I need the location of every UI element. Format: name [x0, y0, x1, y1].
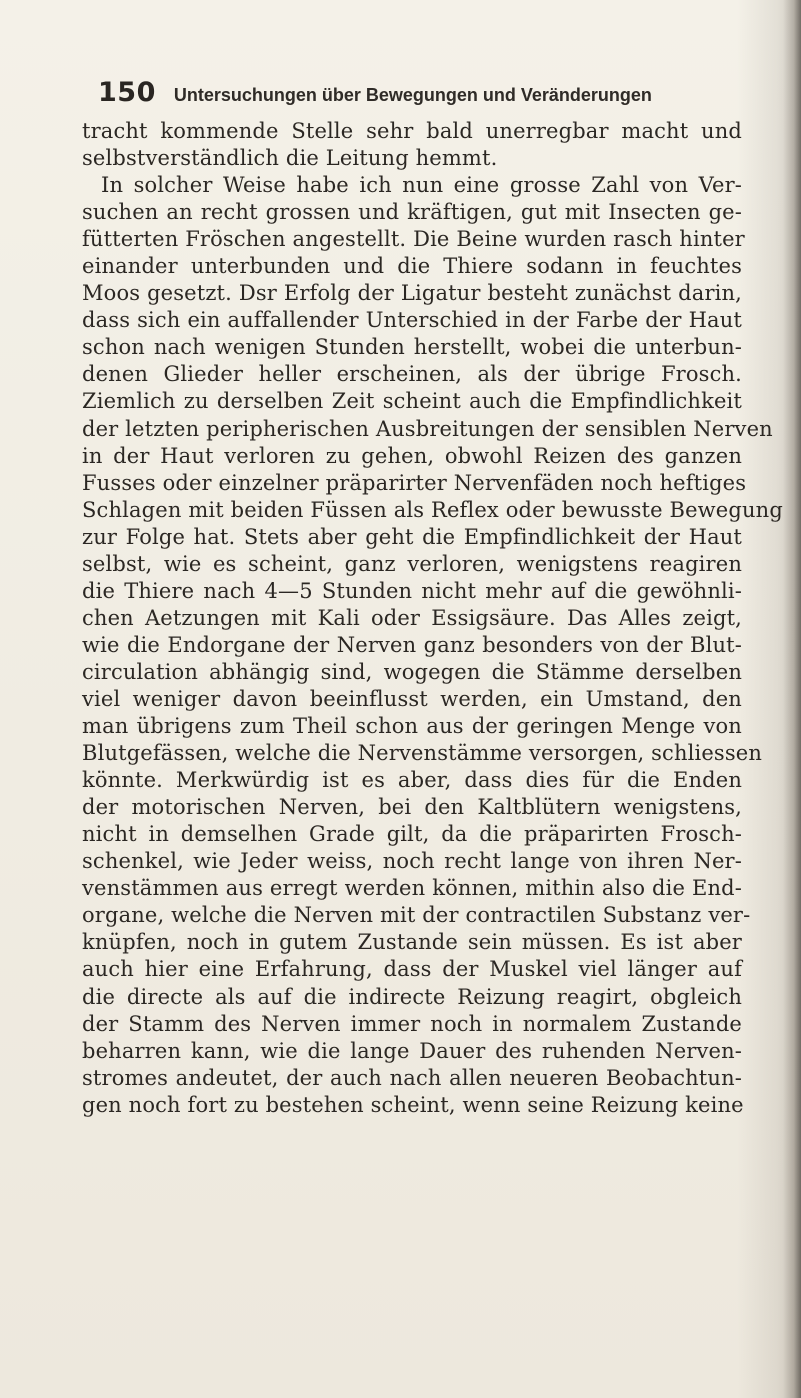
text-line: Ziemlich zu derselben Zeit scheint auch die Empfindlichkeit [82, 389, 742, 414]
text-line: die Thiere nach 4—5 Stunden nicht mehr auf die gewöhnli- [82, 578, 742, 603]
text-line: auch hier eine Erfahrung, dass der Muskel viel länger auf [82, 957, 742, 982]
text-line: organe, welche die Nerven mit der contractilen Substanz ver- [82, 903, 751, 928]
text-line: der motorischen Nerven, bei den Kaltblütern wenigstens, [82, 795, 742, 820]
text-line: Fusses oder einzelner präparirter Nervenfäden noch heftiges [82, 470, 747, 495]
text-line: viel weniger davon beeinflusst werden, ein Umstand, den [82, 686, 742, 711]
text-line: venstämmen aus erregt werden können, mithin also die End- [82, 876, 742, 901]
text-line: stromes andeutet, der auch nach allen neueren Beobachtun- [82, 1065, 742, 1090]
body-text [82, 118, 783, 1119]
text-line: zur Folge hat. Stets aber geht die Empfindlichkeit der Haut [82, 524, 742, 549]
text-line: der letzten peripherischen Ausbreitungen der sensiblen Nerven [82, 416, 773, 441]
page-number: 150 [98, 77, 156, 108]
text-line: In solcher Weise habe ich nun eine grosse Zahl von Ver- [101, 173, 742, 198]
page-edge-shadow [783, 0, 801, 1398]
text-line: in der Haut verloren zu gehen, obwohl Reizen des ganzen [82, 443, 742, 468]
text-line: Moos gesetzt. Dsr Erfolg der Ligatur besteht zunächst darin, [82, 281, 742, 306]
text-line: suchen an recht grossen und kräftigen, gut mit Insecten ge- [82, 200, 742, 225]
text-line: selbst, wie es scheint, ganz verloren, wenigstens reagiren [82, 551, 742, 576]
text-line: wie die Endorgane der Nerven ganz besonders von der Blut- [82, 632, 742, 657]
text-line: könnte. Merkwürdig ist es aber, dass dies für die Enden [82, 768, 742, 793]
text-line: knüpfen, noch in gutem Zustande sein müssen. Es ist aber [82, 930, 742, 955]
text-line: einander unterbunden und die Thiere sodann in feuchtes [82, 254, 742, 279]
text-line: tracht kommende Stelle sehr bald unerregbar macht und [82, 119, 742, 143]
text-line: circulation abhängig sind, wogegen die Stämme derselben [82, 659, 742, 684]
text-line: Schlagen mit beiden Füssen als Reflex oder bewusste Bewegung [82, 497, 783, 522]
text-line: beharren kann, wie die lange Dauer des ruhenden Nerven- [82, 1038, 742, 1063]
text-line: schenkel, wie Jeder weiss, noch recht lange von ihren Ner- [82, 849, 742, 874]
text-line: man übrigens zum Theil schon aus der geringen Menge von [82, 714, 742, 739]
text-line: gen noch fort zu bestehen scheint, wenn seine Reizung keine [82, 1092, 744, 1117]
text-line: die directe als auf die indirecte Reizung reagirt, obgleich [82, 984, 742, 1009]
text-line: Blutgefässen, welche die Nervenstämme versorgen, schliessen [82, 741, 763, 766]
text-line: selbstverständlich die Leitung hemmt. [82, 146, 498, 171]
text-line: schon nach wenigen Stunden herstellt, wobei die unterbun- [82, 335, 742, 360]
text-line: fütterten Fröschen angestellt. Die Beine wurden rasch hinter [82, 227, 745, 252]
text-line: chen Aetzungen mit Kali oder Essigsäure. Das Alles zeigt, [82, 605, 742, 630]
text-line: dass sich ein auffallender Unterschied in der Farbe der Haut [82, 308, 742, 333]
text-line: nicht in demselhen Grade gilt, da die präparirten Frosch- [82, 822, 742, 847]
running-title: Untersuchungen über Bewegungen und Veränderungen [173, 85, 652, 105]
text-line: der Stamm des Nerven immer noch in normalem Zustande [82, 1011, 742, 1036]
text-line: denen Glieder heller erscheinen, als der übrige Frosch. [82, 362, 742, 387]
page-header [98, 77, 738, 113]
